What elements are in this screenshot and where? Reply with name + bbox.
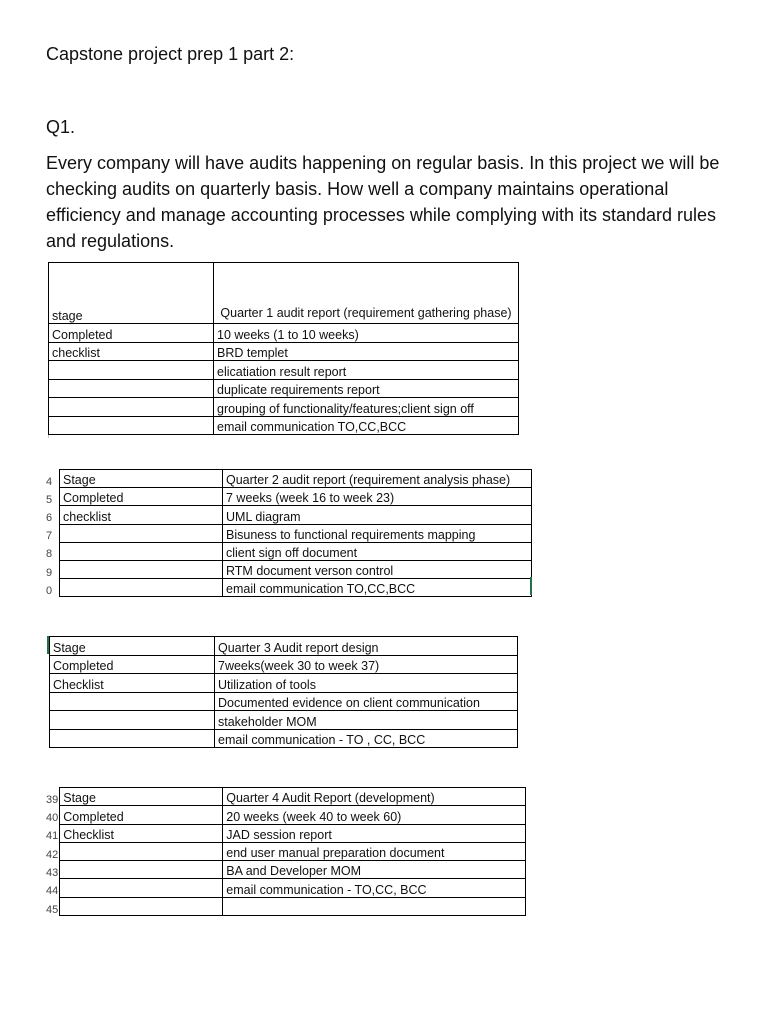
table-cell [60, 524, 223, 542]
table-cell: 20 weeks (week 40 to week 60) [223, 806, 526, 824]
table-row [46, 824, 526, 842]
table-row [50, 711, 518, 730]
document-title: Capstone project prep 1 part 2: [46, 44, 295, 64]
table-row [46, 879, 526, 897]
table-cell: RTM document verson control [223, 560, 532, 578]
stage-label-cell: stage [49, 263, 214, 324]
table-cell: 10 weeks (1 to 10 weeks) [214, 324, 519, 343]
table-cell: email communication TO,CC,BCC [223, 579, 532, 597]
quarter-header-cell [214, 263, 519, 324]
row-number: 43 [46, 866, 59, 879]
table-row [49, 324, 519, 343]
quarter-3-audit-table [49, 636, 518, 748]
table-cell [49, 361, 214, 380]
table-cell: checklist [60, 506, 223, 524]
table-cell: Stage [60, 788, 223, 806]
row-number: 0 [46, 584, 53, 597]
quarter-1-audit-table [48, 262, 519, 435]
row-number: 5 [46, 493, 53, 506]
table-row [50, 674, 518, 693]
table-row [46, 524, 532, 542]
table-cell: Utilization of tools [215, 674, 518, 693]
row-number: 9 [46, 566, 53, 579]
row-number: 45 [46, 903, 59, 916]
table-row [50, 637, 518, 656]
question-text: Every company will have audits happening on regular basis. In this project we will be checking audits on quarterly basis. How well a company maintains operational efficiency and manage accounting processes while complying with its standard rules and regulations. [46, 153, 720, 251]
table-row [46, 806, 526, 824]
table-cell: Quarter 4 Audit Report (development) [223, 788, 526, 806]
table-row [46, 579, 532, 597]
table-cell: email communication - TO , CC, BCC [215, 729, 518, 748]
table-cell [60, 579, 223, 597]
row-number: 7 [46, 530, 53, 543]
row-number: 44 [46, 885, 59, 898]
quarter-header-text: Quarter 1 audit report (requirement gathering phase) [220, 306, 512, 320]
table-row [46, 897, 526, 915]
table-cell: Documented evidence on client communication [215, 692, 518, 711]
table-cell: Checklist [60, 824, 223, 842]
table-cell [223, 897, 526, 915]
table-cell: UML diagram [223, 506, 532, 524]
row-number: 40 [46, 812, 59, 825]
table-cell [60, 861, 223, 879]
table-row [46, 506, 532, 524]
table-cell: Completed [60, 806, 223, 824]
table-cell: Completed [50, 655, 215, 674]
table-cell: grouping of functionality/features;client sign off [214, 398, 519, 417]
table-cell: Stage [60, 470, 223, 488]
table-row [49, 398, 519, 417]
table-cell: Completed [60, 488, 223, 506]
table-cell [49, 398, 214, 417]
row-number: 8 [46, 548, 53, 561]
table-row [49, 379, 519, 398]
table-cell: BRD templet [214, 342, 519, 361]
table-row [46, 861, 526, 879]
question-label: Q1. [46, 117, 76, 137]
row-number: 4 [46, 475, 53, 488]
table-row [46, 788, 526, 806]
table-cell: 7 weeks (week 16 to week 23) [223, 488, 532, 506]
table-cell [60, 897, 223, 915]
table-row [50, 655, 518, 674]
table-cell [60, 879, 223, 897]
table-row [49, 361, 519, 380]
table-cell: email communication - TO,CC, BCC [223, 879, 526, 897]
row-number: 42 [46, 848, 59, 861]
table-cell [50, 692, 215, 711]
table-row [49, 342, 519, 361]
table-cell: JAD session report [223, 824, 526, 842]
table-cell: Checklist [50, 674, 215, 693]
table-cell: stakeholder MOM [215, 711, 518, 730]
table-row [46, 488, 532, 506]
table-row [46, 842, 526, 860]
table-row [46, 560, 532, 578]
table-cell [60, 842, 223, 860]
table-cell: elicatiation result report [214, 361, 519, 380]
table-cell [49, 416, 214, 435]
table-cell [60, 560, 223, 578]
table-cell: Quarter 2 audit report (requirement analysis phase) [223, 470, 532, 488]
table-cell: Bisuness to functional requirements mapping [223, 524, 532, 542]
table-row [50, 692, 518, 711]
table-cell [50, 729, 215, 748]
cell-selection-indicator [530, 577, 532, 595]
table-cell [60, 542, 223, 560]
table-cell: duplicate requirements report [214, 379, 519, 398]
table-cell: end user manual preparation document [223, 842, 526, 860]
row-number: 6 [46, 512, 53, 525]
row-number: 39 [46, 793, 59, 806]
table-cell: Quarter 3 Audit report design [215, 637, 518, 656]
table-cell [50, 711, 215, 730]
row-number: 41 [46, 830, 59, 843]
table-cell: 7weeks(week 30 to week 37) [215, 655, 518, 674]
table-row [46, 470, 532, 488]
quarter-4-audit-table [46, 787, 526, 916]
table-cell: checklist [49, 342, 214, 361]
table-cell: BA and Developer MOM [223, 861, 526, 879]
table-row [49, 416, 519, 435]
table-cell: email communication TO,CC,BCC [214, 416, 519, 435]
table-row [49, 263, 519, 324]
table-cell: client sign off document [223, 542, 532, 560]
table-row [46, 542, 532, 560]
table-cell: Stage [50, 637, 215, 656]
table-cell: Completed [49, 324, 214, 343]
quarter-2-audit-table [46, 469, 532, 597]
table-row [50, 729, 518, 748]
table-cell [49, 379, 214, 398]
